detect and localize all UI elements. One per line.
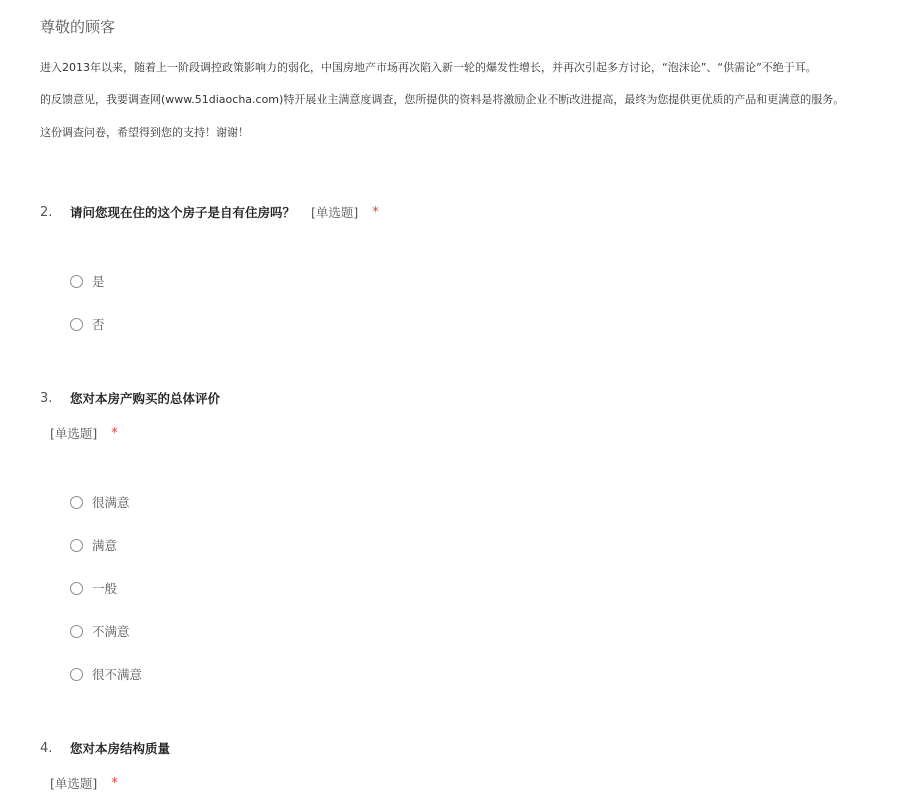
option-label: 很不满意 (92, 667, 143, 682)
greeting-heading: 尊敬的顾客 (40, 18, 116, 36)
option-satisfied[interactable] (70, 536, 117, 554)
radio-button[interactable] (70, 539, 83, 552)
question-title: 您对本房结构质量 (70, 741, 171, 756)
question-number: 3. (40, 390, 53, 406)
radio-button[interactable] (70, 275, 83, 288)
option-label: 一般 (92, 581, 118, 596)
intro-paragraph-line: 这份调查问卷，希望得到您的支持！谢谢！ (40, 126, 249, 139)
option-label: 不满意 (92, 624, 130, 639)
question-number: 4. (40, 740, 53, 756)
question-title: 您对本房产购买的总体评价 (70, 391, 221, 406)
option-label: 很满意 (92, 495, 130, 510)
option-dissatisfied[interactable] (70, 622, 130, 640)
radio-button[interactable] (70, 625, 83, 638)
question-type-label: [单选题] (311, 205, 359, 220)
radio-button[interactable] (70, 668, 83, 681)
option-label: 满意 (92, 538, 118, 553)
option-average[interactable] (70, 579, 117, 597)
question-4-type-line (50, 774, 118, 792)
option-label: 是 (92, 274, 105, 289)
required-mark: * (372, 204, 379, 220)
radio-button[interactable] (70, 318, 83, 331)
intro-paragraph-line: 进入2013年以来，随着上一阶段调控政策影响力的弱化，中国房地产市场再次陷入新一轮的爆发性增长，并再次引起多方讨论，“泡沫论”、“供需论”不绝于耳。 (40, 61, 817, 74)
question-number: 2. (40, 204, 53, 220)
intro-paragraph-line: 的反馈意见，我要调查网(www.51diaocha.com)特开展业主满意度调查，您所提供的资料是将激励企业不断改进提高，最终为您提供更优质的产品和更满意的服务。 (40, 93, 845, 106)
option-label: 否 (92, 317, 105, 332)
question-3-type-line (50, 424, 118, 442)
option-very-satisfied[interactable] (70, 493, 130, 511)
option-very-dissatisfied[interactable] (70, 665, 142, 683)
question-type-label: [单选题] (50, 776, 98, 791)
required-mark: * (111, 425, 118, 441)
radio-button[interactable] (70, 496, 83, 509)
radio-button[interactable] (70, 582, 83, 595)
option-no[interactable] (70, 315, 105, 333)
question-2-header (40, 203, 379, 221)
required-mark: * (111, 775, 118, 791)
question-type-label: [单选题] (50, 426, 98, 441)
question-4-header (40, 739, 170, 757)
question-3-header (40, 389, 220, 407)
option-yes[interactable] (70, 272, 105, 290)
question-title: 请问您现在住的这个房子是自有住房吗？ (70, 205, 296, 220)
